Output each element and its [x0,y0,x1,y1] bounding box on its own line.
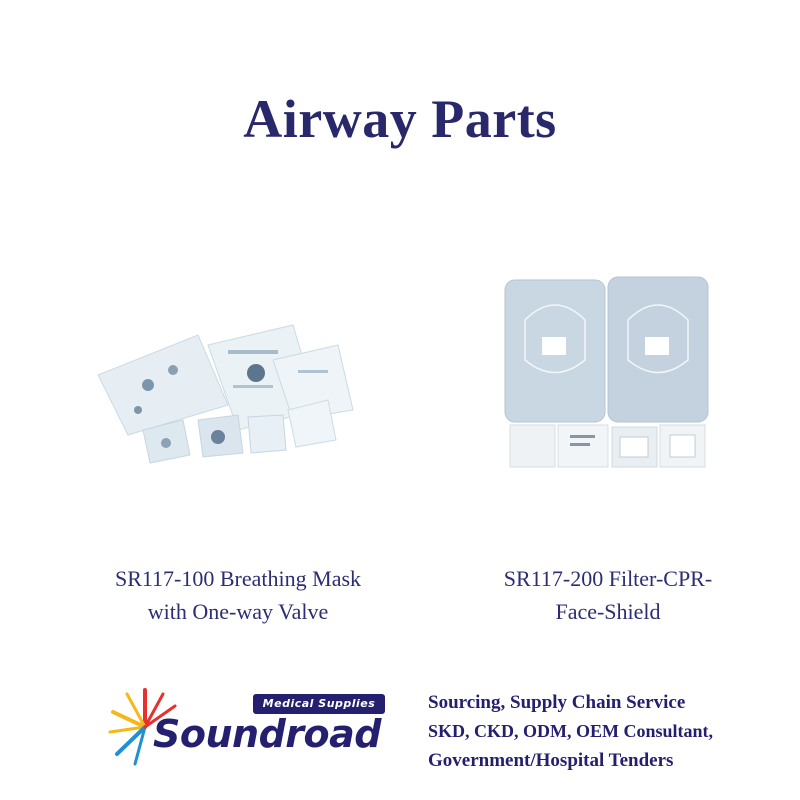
service-line: SKD, CKD, ODM, OEM Consultant, [428,721,714,741]
breathing-mask-kit-image[interactable] [88,315,358,465]
brand-name: Soundroad [153,712,381,756]
cpr-face-shield-illustration [500,275,715,470]
service-line: Sourcing, Supply Chain Service [428,692,686,713]
services-list [428,688,788,775]
brand-tagline: Medical Supplies [253,694,385,714]
breathing-mask-kit-illustration [88,315,358,465]
product-caption-sr117-100 [58,562,418,628]
page-title: Airway Parts [243,89,557,149]
caption-line: with One-way Valve [147,599,329,624]
caption-line: SR117-100 Breathing Mask [114,566,362,591]
cpr-face-shield-image[interactable] [500,275,715,470]
caption-line: SR117-200 Filter-CPR- [503,566,713,591]
soundroad-logo [105,682,395,772]
product-caption-sr117-200 [428,562,788,628]
service-line: Government/Hospital Tenders [428,750,674,771]
caption-line: Face-Shield [555,599,661,624]
